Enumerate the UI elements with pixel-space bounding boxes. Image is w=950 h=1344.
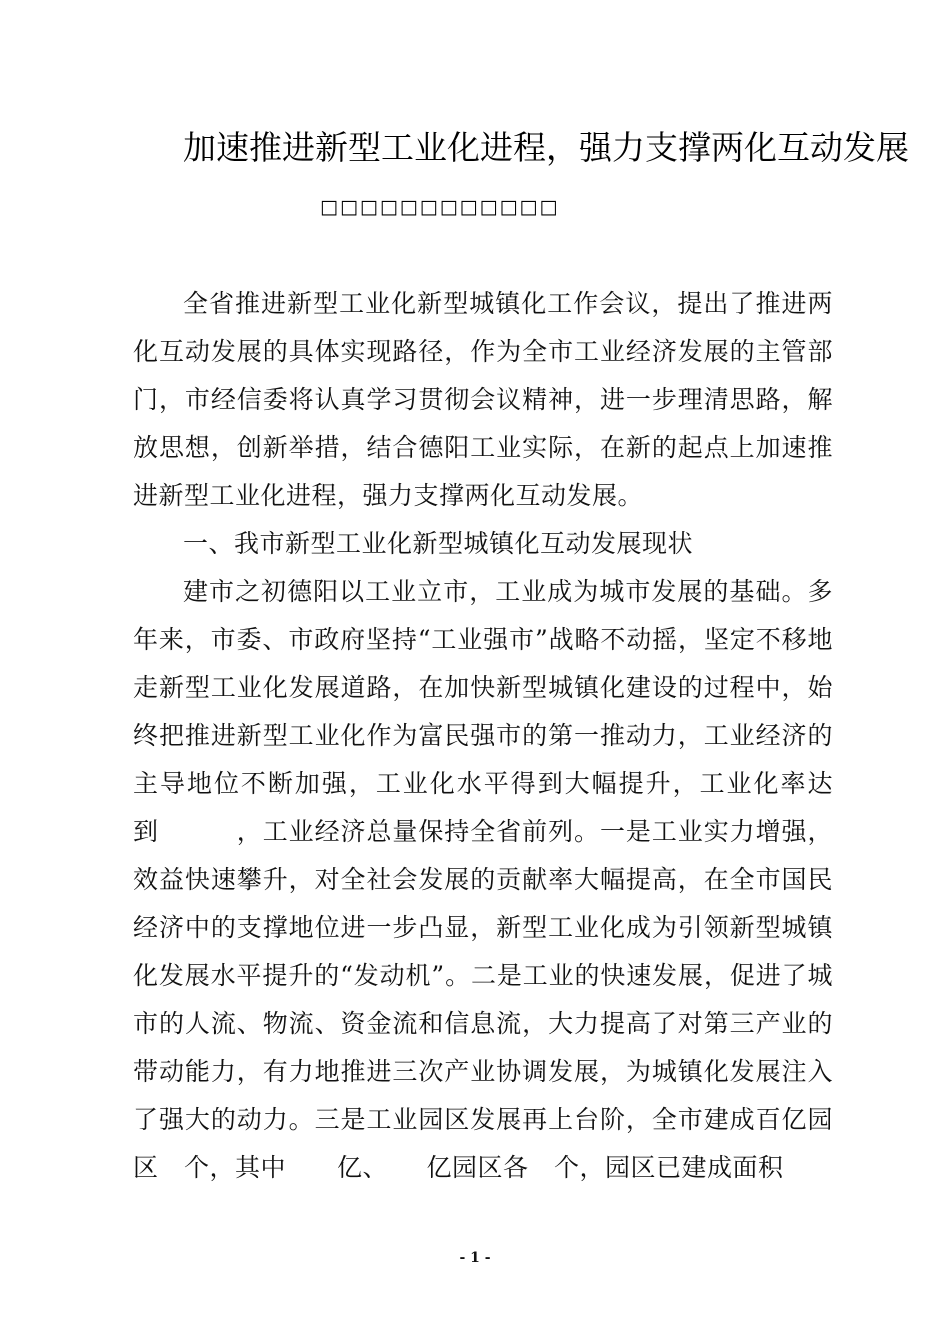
page-number: - 1 - <box>459 1250 491 1266</box>
document-body <box>133 280 833 1192</box>
section-heading: 一、我市新型工业化新型城镇化互动发展现状 <box>183 529 694 558</box>
document-title: 加速推进新型工业化进程，强力支撑两化互动发展 <box>183 128 909 167</box>
document-subtitle: □□□□□□□□□□□□ <box>320 196 560 218</box>
intro-paragraph: 全省推进新型工业化新型城镇化工作会议，提出了推进两化互动发展的具体实现路径，作为全市工业经济发展的主管部门，市经信委将认真学习贯彻会议精神，进一步理清思路，解放思想，创新举措，结合德阳工业实际，在新的起点上加速推进新型工业化进程，强力支撑两化互动发展。 <box>133 289 833 510</box>
section-paragraph: 建市之初德阳以工业立市，工业成为城市发展的基础。多年来，市委、市政府坚持“工业强市”战略不动摇，坚定不移地走新型工业化发展道路，在加快新型城镇化建设的过程中，始终把推进新型工业化作为富民强市的第一推动力，工业经济的主导地位不断加强，工业化水平得到大幅提升，工业化率达到 ，工业经济总量保持全省前列。一是工业实力增强，效益快速攀升，对全社会发展的贡献率大幅提高，在全市国民经济中的支撑地位进一步凸显，新型工业化成为引领新型城镇化发展水平提升的“发动机”。二是工业的快速发展，促进了城市的人流、物流、资金流和信息流，大力提高了对第三产业的带动能力，有力地推进三次产业协调发展，为城镇化发展注入了强大的动力。三是工业园区发展再上台阶，全市建成百亿园区 个，其中 亿、 亿园区各 个，园区已建成面积 <box>133 577 833 1182</box>
